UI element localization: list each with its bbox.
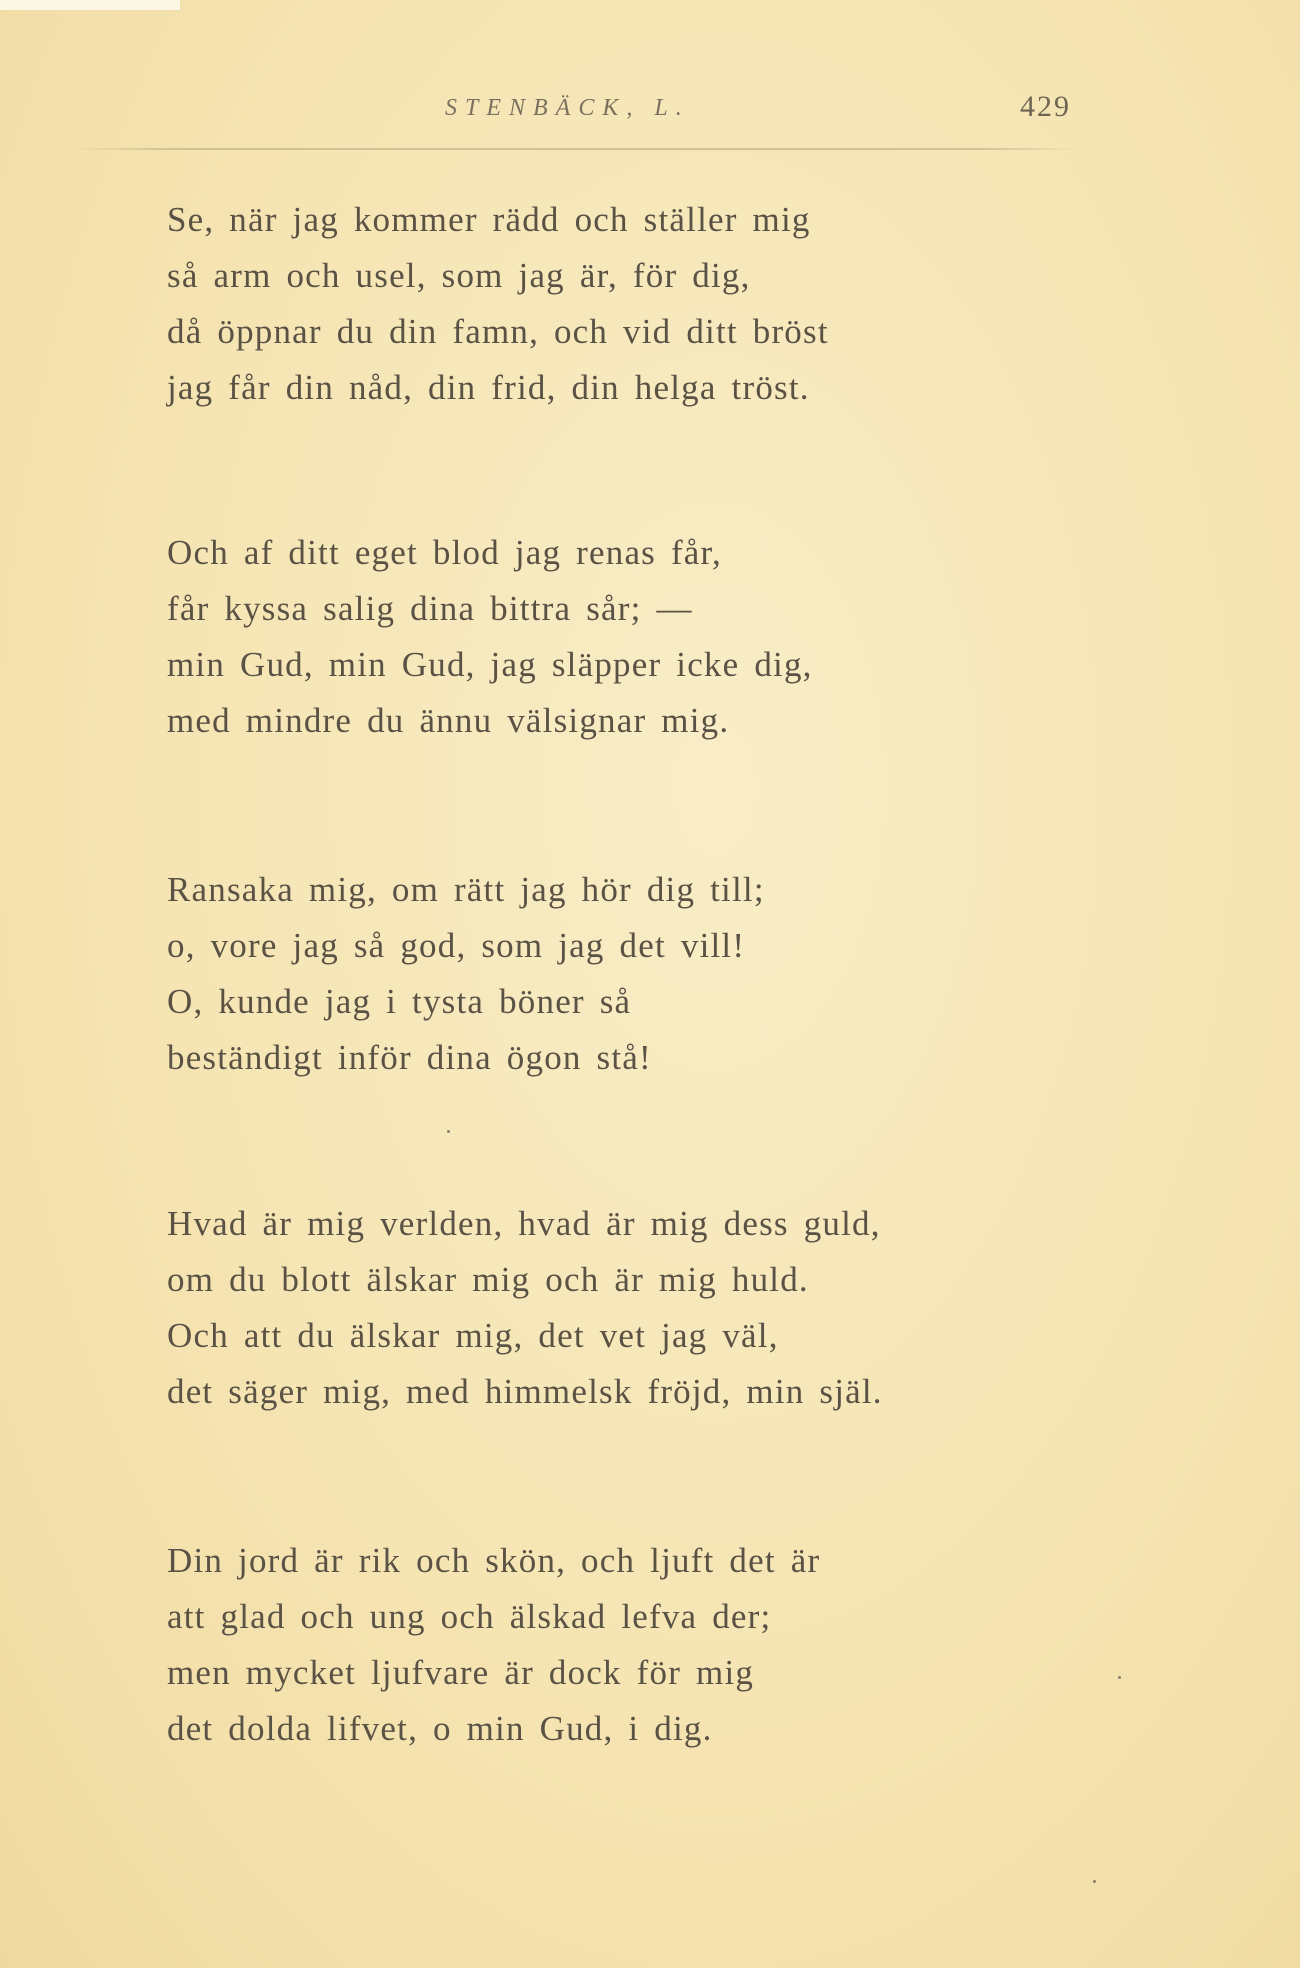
running-head: STENBÄCK, L.: [445, 95, 690, 121]
verse-line: det dolda lifvet, o min Gud, i dig.: [167, 1709, 713, 1748]
scan-corner: [0, 0, 180, 10]
verse-line: så arm och usel, som jag är, för dig,: [167, 256, 751, 295]
page-number: 429: [1020, 90, 1071, 123]
verse-line: Och af ditt eget blod jag renas får,: [167, 533, 722, 572]
verse-line: jag får din nåd, din frid, din helga tröst.: [167, 368, 810, 407]
header-rule: [70, 148, 1080, 150]
verse-line: O, kunde jag i tysta böner så: [167, 982, 632, 1021]
stanza-2: [167, 525, 813, 749]
verse-line: med mindre du ännu välsignar mig.: [167, 701, 730, 740]
stanza-1: [167, 192, 829, 416]
paper-speck: [447, 1130, 450, 1133]
verse-line: Din jord är rik och skön, och ljuft det är: [167, 1541, 821, 1580]
verse-line: o, vore jag så god, som jag det vill!: [167, 926, 746, 965]
stanza-5: [167, 1533, 820, 1757]
verse-line: om du blott älskar mig och är mig huld.: [167, 1260, 809, 1299]
verse-line: Se, när jag kommer rädd och ställer mig: [167, 200, 811, 239]
verse-line: då öppnar du din famn, och vid ditt bröst: [167, 312, 829, 351]
verse-line: Hvad är mig verlden, hvad är mig dess guld,: [167, 1204, 881, 1243]
verse-line: men mycket ljufvare är dock för mig: [167, 1653, 755, 1692]
verse-line: får kyssa salig dina bittra sår; —: [167, 589, 693, 628]
stanza-3: [167, 862, 765, 1086]
stanza-4: [167, 1196, 883, 1420]
verse-line: Ransaka mig, om rätt jag hör dig till;: [167, 870, 765, 909]
paper-speck: [1093, 1880, 1096, 1883]
verse-line: att glad och ung och älskad lefva der;: [167, 1597, 772, 1636]
paper-speck: [1118, 1676, 1121, 1679]
verse-line: min Gud, min Gud, jag släpper icke dig,: [167, 645, 813, 684]
verse-line: det säger mig, med himmelsk fröjd, min själ.: [167, 1372, 883, 1411]
verse-line: beständigt inför dina ögon stå!: [167, 1038, 652, 1077]
verse-line: Och att du älskar mig, det vet jag väl,: [167, 1316, 779, 1355]
